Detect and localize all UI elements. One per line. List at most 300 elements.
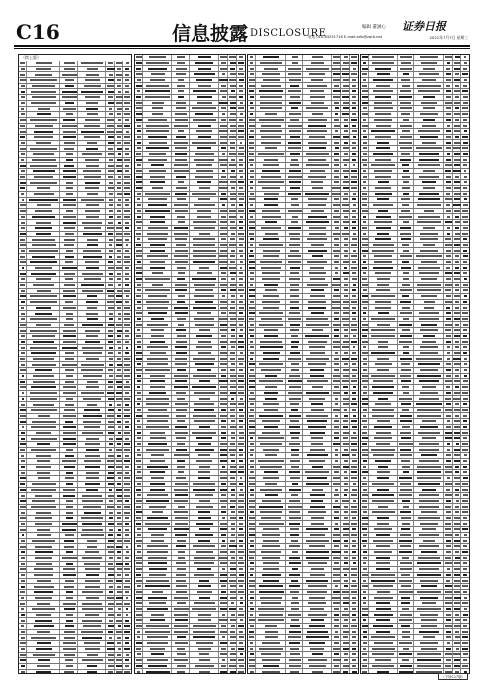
table-cell <box>123 397 131 402</box>
table-cell <box>172 647 190 652</box>
cell-text-mark <box>239 608 244 610</box>
cell-text-mark <box>63 392 77 394</box>
cell-text-mark <box>137 130 140 132</box>
cell-text-mark <box>108 102 114 104</box>
table-cell <box>123 192 131 197</box>
cell-text-mark <box>152 113 163 115</box>
table-cell <box>27 670 61 674</box>
table-cell <box>115 419 123 424</box>
table-cell <box>143 374 173 379</box>
cell-text-mark <box>124 409 130 411</box>
table-cell <box>332 442 342 447</box>
table-cell <box>135 584 143 589</box>
table-cell <box>60 567 78 572</box>
table-cell <box>143 123 173 128</box>
table-cell <box>237 499 245 504</box>
table-cell <box>228 550 237 555</box>
cell-text-mark <box>20 517 25 519</box>
table-cell <box>237 169 245 174</box>
cell-text-mark <box>344 142 347 144</box>
table-cell <box>190 408 219 413</box>
table-cell <box>115 232 123 237</box>
table-cell <box>219 163 229 168</box>
table-cell <box>19 635 27 640</box>
cell-text-mark <box>65 301 73 303</box>
cell-text-mark <box>240 267 243 269</box>
table-cell <box>27 544 61 549</box>
table-cell <box>237 174 245 179</box>
cell-text-mark <box>85 182 100 184</box>
cell-text-mark <box>250 335 255 337</box>
cell-text-mark <box>264 193 279 195</box>
table-cell <box>237 192 245 197</box>
cell-text-mark <box>149 56 167 58</box>
cell-text-mark <box>240 597 243 599</box>
table-cell <box>135 66 143 71</box>
table-cell <box>115 351 123 356</box>
cell-text-mark <box>240 352 243 354</box>
cell-text-mark <box>117 85 121 87</box>
cell-text-mark <box>150 619 164 621</box>
cell-text-mark <box>197 591 212 593</box>
table-cell <box>303 328 332 333</box>
cell-text-mark <box>333 278 340 280</box>
table-cell <box>27 584 61 589</box>
cell-text-mark <box>65 352 74 354</box>
cell-text-mark <box>352 79 356 81</box>
cell-text-mark <box>117 404 121 406</box>
table-cell <box>60 579 78 584</box>
table-cell <box>219 419 229 424</box>
cell-text-mark <box>194 557 215 559</box>
table-cell <box>219 214 229 219</box>
cell-text-mark <box>152 102 164 104</box>
table-cell <box>248 231 256 236</box>
cell-text-mark <box>137 483 141 485</box>
cell-text-mark <box>30 398 57 400</box>
table-cell <box>190 362 219 367</box>
table-cell <box>303 254 332 259</box>
cell-text-mark <box>353 284 356 286</box>
table-cell <box>135 55 143 60</box>
cell-text-mark <box>124 364 130 366</box>
table-cell <box>332 311 342 316</box>
table-cell <box>219 521 229 526</box>
cell-text-mark <box>230 284 237 286</box>
table-cell <box>219 482 229 487</box>
cell-text-mark <box>85 483 101 485</box>
cell-text-mark <box>222 170 226 172</box>
cell-text-mark <box>37 113 51 115</box>
cell-text-mark <box>124 603 129 605</box>
table-cell <box>219 140 229 145</box>
table-cell <box>237 322 245 327</box>
table-cell <box>190 516 219 521</box>
cell-text-mark <box>124 460 130 462</box>
table-cell <box>332 112 342 117</box>
table-cell <box>248 203 256 208</box>
table-cell <box>135 368 143 373</box>
table-cell <box>172 482 190 487</box>
cell-text-mark <box>238 62 244 64</box>
table-cell <box>106 84 115 89</box>
cell-text-mark <box>344 449 348 451</box>
table-cell <box>190 629 219 634</box>
cell-text-mark <box>63 386 76 388</box>
cell-text-mark <box>38 108 50 110</box>
table-cell <box>228 629 237 634</box>
cell-text-mark <box>85 96 100 98</box>
table-cell <box>303 174 332 179</box>
cell-text-mark <box>117 534 121 536</box>
cell-text-mark <box>238 506 244 508</box>
cell-text-mark <box>20 148 26 150</box>
table-cell <box>303 339 332 344</box>
cell-text-mark <box>148 557 167 559</box>
cell-text-mark <box>20 74 25 76</box>
cell-text-mark <box>305 335 329 337</box>
cell-text-mark <box>35 495 51 497</box>
table-cell <box>303 430 332 435</box>
table-cell <box>27 334 61 339</box>
table-cell <box>350 311 358 316</box>
cell-text-mark <box>31 489 56 491</box>
cell-text-mark <box>20 244 26 246</box>
cell-text-mark <box>124 477 130 479</box>
cell-text-mark <box>85 159 99 161</box>
table-cell <box>19 84 27 89</box>
table-cell <box>286 180 303 185</box>
cell-text-mark <box>290 153 300 155</box>
cell-text-mark <box>250 56 253 58</box>
cell-text-mark <box>177 466 184 468</box>
cell-text-mark <box>117 637 120 639</box>
cell-text-mark <box>147 608 168 610</box>
table-cell <box>341 140 350 145</box>
table-cell <box>286 322 303 327</box>
cell-text-mark <box>344 216 347 218</box>
cell-text-mark <box>136 278 142 280</box>
table-cell <box>143 669 173 674</box>
cell-text-mark <box>290 238 300 240</box>
cell-text-mark <box>64 324 74 326</box>
cell-text-mark <box>32 96 56 98</box>
cell-text-mark <box>32 256 55 258</box>
table-cell <box>106 641 115 646</box>
table-cell <box>219 641 229 646</box>
cell-text-mark <box>249 318 254 320</box>
table-cell <box>256 237 287 242</box>
table-cell <box>135 379 143 384</box>
table-cell <box>27 78 61 83</box>
table-cell <box>19 613 27 618</box>
cell-text-mark <box>334 432 339 434</box>
cell-text-mark <box>107 68 114 70</box>
table-cell <box>286 260 303 265</box>
cell-text-mark <box>352 375 356 377</box>
table-cell <box>123 562 131 567</box>
cell-text-mark <box>176 392 186 394</box>
table-cell <box>256 351 287 356</box>
table-cell <box>115 635 123 640</box>
table-cell <box>106 271 115 276</box>
cell-text-mark <box>199 187 210 189</box>
table-cell <box>248 72 256 77</box>
cell-text-mark <box>238 380 244 382</box>
table-cell <box>341 72 350 77</box>
table-cell <box>256 305 287 310</box>
cell-text-mark <box>109 375 113 377</box>
table-cell <box>19 397 27 402</box>
cell-text-mark <box>343 398 349 400</box>
cell-text-mark <box>20 386 26 388</box>
table-cell <box>135 169 143 174</box>
cell-text-mark <box>137 386 140 388</box>
table-cell <box>332 72 342 77</box>
cell-text-mark <box>124 324 130 326</box>
cell-text-mark <box>344 130 347 132</box>
cell-text-mark <box>197 216 211 218</box>
table-cell <box>78 152 106 157</box>
table-cell <box>78 357 106 362</box>
cell-text-mark <box>344 164 347 166</box>
table-cell <box>256 254 287 259</box>
cell-text-mark <box>343 187 349 189</box>
cell-text-mark <box>230 307 235 309</box>
table-cell <box>27 186 61 191</box>
cell-text-mark <box>108 574 114 576</box>
cell-text-mark <box>66 500 73 502</box>
cell-text-mark <box>29 250 58 252</box>
table-cell <box>219 169 229 174</box>
table-cell <box>248 283 256 288</box>
cell-text-mark <box>230 352 235 354</box>
cell-text-mark <box>150 250 164 252</box>
cell-text-mark <box>265 113 277 115</box>
table-cell <box>115 294 123 299</box>
table-cell <box>256 66 287 71</box>
cell-text-mark <box>109 404 112 406</box>
table-cell <box>143 260 173 265</box>
table-cell <box>143 629 173 634</box>
cell-text-mark <box>137 671 140 673</box>
table-cell <box>60 658 78 663</box>
cell-text-mark <box>20 295 26 297</box>
cell-text-mark <box>108 222 113 224</box>
table-cell <box>78 283 106 288</box>
cell-text-mark <box>249 142 254 144</box>
cell-text-mark <box>311 312 324 314</box>
cell-text-mark <box>64 142 75 144</box>
cell-text-mark <box>148 562 168 564</box>
cell-text-mark <box>344 238 349 240</box>
cell-text-mark <box>334 386 338 388</box>
cell-text-mark <box>288 125 302 127</box>
cell-text-mark <box>195 153 214 155</box>
table-cell <box>228 300 237 305</box>
table-cell <box>237 447 245 452</box>
table-cell <box>219 271 229 276</box>
table-cell <box>60 556 78 561</box>
cell-text-mark <box>222 659 226 661</box>
table-cell <box>303 391 332 396</box>
cell-text-mark <box>33 153 53 155</box>
cell-text-mark <box>66 449 73 451</box>
table-cell <box>219 487 229 492</box>
cell-text-mark <box>249 363 254 365</box>
table-cell <box>172 146 190 151</box>
cell-text-mark <box>288 73 302 75</box>
cell-text-mark <box>177 369 186 371</box>
table-cell <box>106 596 115 601</box>
cell-text-mark <box>352 142 356 144</box>
table-cell <box>123 323 131 328</box>
table-cell <box>303 368 332 373</box>
table-cell <box>115 129 123 134</box>
table-cell <box>19 431 27 436</box>
cell-text-mark <box>175 159 187 161</box>
cell-text-mark <box>87 665 97 667</box>
table-cell <box>350 209 358 214</box>
cell-text-mark <box>193 636 215 638</box>
table-cell <box>106 601 115 606</box>
cell-text-mark <box>126 62 129 64</box>
cell-text-mark <box>333 96 340 98</box>
table-cell <box>332 379 342 384</box>
table-cell <box>228 487 237 492</box>
cell-text-mark <box>116 295 123 297</box>
cell-text-mark <box>31 352 55 354</box>
cell-text-mark <box>21 307 24 309</box>
cell-text-mark <box>221 506 226 508</box>
table-cell <box>27 254 61 259</box>
cell-text-mark <box>199 580 209 582</box>
table-cell <box>303 83 332 88</box>
table-cell <box>60 391 78 396</box>
cell-text-mark <box>86 335 98 337</box>
table-cell <box>256 106 287 111</box>
table-cell <box>248 169 256 174</box>
cell-text-mark <box>288 318 301 320</box>
table-cell <box>237 351 245 356</box>
table-cell <box>228 595 237 600</box>
cell-text-mark <box>150 79 165 81</box>
table-cell <box>27 630 61 635</box>
table-cell <box>106 368 115 373</box>
cell-text-mark <box>117 79 121 81</box>
cell-text-mark <box>136 523 141 525</box>
cell-text-mark <box>177 443 184 445</box>
cell-text-mark <box>194 295 214 297</box>
cell-text-mark <box>20 324 26 326</box>
table-cell <box>190 430 219 435</box>
cell-text-mark <box>289 233 300 235</box>
cell-text-mark <box>116 563 123 565</box>
table-cell <box>106 635 115 640</box>
cell-text-mark <box>175 426 187 428</box>
table-cell <box>115 448 123 453</box>
cell-text-mark <box>109 210 114 212</box>
cell-text-mark <box>85 580 100 582</box>
table-cell <box>123 567 131 572</box>
cell-text-mark <box>240 602 243 604</box>
cell-text-mark <box>219 187 227 189</box>
cell-text-mark <box>117 421 122 423</box>
cell-text-mark <box>263 403 278 405</box>
cell-text-mark <box>66 614 74 616</box>
cell-text-mark <box>174 511 188 513</box>
table-cell <box>78 522 106 527</box>
cell-text-mark <box>63 335 76 337</box>
cell-text-mark <box>176 415 186 417</box>
table-cell <box>341 95 350 100</box>
cell-text-mark <box>136 614 142 616</box>
cell-text-mark <box>238 289 244 291</box>
table-cell <box>332 300 342 305</box>
table-cell <box>143 550 173 555</box>
cell-text-mark <box>22 267 25 269</box>
table-cell <box>115 300 123 305</box>
cell-text-mark <box>117 187 121 189</box>
cell-text-mark <box>145 369 170 371</box>
cell-text-mark <box>311 289 324 291</box>
table-cell <box>106 357 115 362</box>
cell-text-mark <box>109 443 113 445</box>
table-cell <box>172 442 190 447</box>
table-cell <box>256 317 287 322</box>
table-cell <box>19 482 27 487</box>
cell-text-mark <box>125 204 130 206</box>
table-cell <box>172 231 190 236</box>
cell-text-mark <box>222 96 226 98</box>
cell-text-mark <box>148 238 167 240</box>
table-cell <box>115 141 123 146</box>
cell-text-mark <box>176 477 185 479</box>
cell-text-mark <box>137 198 140 200</box>
table-cell <box>115 391 123 396</box>
table-cell <box>27 448 61 453</box>
cell-text-mark <box>290 187 300 189</box>
cell-text-mark <box>334 312 339 314</box>
cell-text-mark <box>352 85 356 87</box>
table-cell <box>172 135 190 140</box>
table-cell <box>286 368 303 373</box>
cell-text-mark <box>149 142 167 144</box>
table-cell <box>135 374 143 379</box>
table-cell <box>106 567 115 572</box>
table-cell <box>237 607 245 612</box>
table-cell <box>143 265 173 270</box>
cell-text-mark <box>176 591 187 593</box>
cell-text-mark <box>177 460 185 462</box>
table-cell <box>303 95 332 100</box>
cell-text-mark <box>351 380 358 382</box>
table-cell <box>123 61 131 66</box>
cell-text-mark <box>351 449 357 451</box>
table-cell <box>123 135 131 140</box>
table-cell <box>286 123 303 128</box>
cell-text-mark <box>125 79 128 81</box>
cell-text-mark <box>178 90 184 92</box>
cell-text-mark <box>86 148 98 150</box>
cell-text-mark <box>124 512 129 514</box>
cell-text-mark <box>116 267 122 269</box>
cell-text-mark <box>289 170 301 172</box>
cell-text-mark <box>124 193 130 195</box>
table-cell <box>190 220 219 225</box>
cell-text-mark <box>86 313 98 315</box>
table-cell <box>135 590 143 595</box>
